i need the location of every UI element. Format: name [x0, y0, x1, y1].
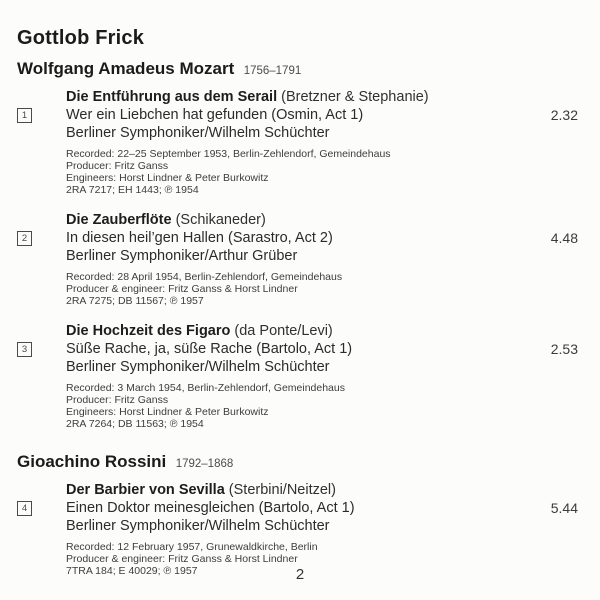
work-librettist: (Schikaneder): [175, 212, 266, 228]
recording-detail: 2RA 7217; EH 1443; ℗ 1954: [66, 184, 199, 196]
composer-name: Gioachino Rossini: [17, 452, 167, 471]
work-librettist: (da Ponte/Levi): [234, 323, 333, 339]
track-duration: 2.53: [550, 341, 578, 357]
composer-name: Wolfgang Amadeus Mozart: [17, 59, 235, 78]
work-block-serail: [21, 88, 578, 196]
composer-dates: 1792–1868: [175, 458, 234, 470]
track-title: Einen Doktor meinesgleichen (Bartolo, Act 1): [66, 500, 355, 516]
recording-detail: Recorded: 22–25 September 1953, Berlin-Zehlendorf, Gemeindehaus: [66, 148, 391, 160]
recording-detail: 7TRA 184; E 40029; ℗ 1957: [66, 565, 198, 577]
track-number-box: [17, 501, 32, 516]
work-title: Die Zauberflöte: [66, 212, 172, 228]
track-row: [21, 229, 578, 247]
recording-detail: Recorded: 12 February 1957, Grunewaldkirche, Berlin: [66, 541, 318, 553]
performers-line: Berliner Symphoniker/Wilhelm Schüchter: [66, 125, 330, 141]
track-number-box: [17, 231, 32, 246]
composer-dates: 1756–1791: [243, 65, 302, 77]
track-row: [21, 106, 578, 124]
recording-details: [66, 148, 578, 196]
track-duration: 4.48: [550, 230, 578, 246]
composer-heading-rossini: [17, 452, 578, 474]
track-duration: 5.44: [550, 500, 578, 516]
recording-detail: Engineers: Horst Lindner & Peter Burkowitz: [66, 172, 269, 184]
recording-detail: Recorded: 3 March 1954, Berlin-Zehlendorf, Gemeindehaus: [66, 382, 345, 394]
recording-detail: Producer: Fritz Ganss: [66, 160, 169, 172]
track-title: Süße Rache, ja, süße Rache (Bartolo, Act 1): [66, 341, 353, 357]
track-title: In diesen heil’gen Hallen (Sarastro, Act 2): [66, 230, 333, 246]
performers-line: Berliner Symphoniker/Arthur Grüber: [66, 248, 298, 264]
recording-detail: 2RA 7275; DB 11567; ℗ 1957: [66, 295, 204, 307]
track-number: 1: [21, 109, 28, 121]
work-block-barbier: [21, 481, 578, 577]
work-title-line: [66, 88, 578, 106]
track-number: 4: [21, 502, 28, 514]
track-title: Wer ein Liebchen hat gefunden (Osmin, Act 1): [66, 107, 364, 123]
composer-heading-mozart: [17, 59, 578, 81]
work-block-figaro: [21, 322, 578, 430]
recording-details: [66, 382, 578, 430]
track-number: 3: [21, 343, 28, 355]
performers-line: Berliner Symphoniker/Wilhelm Schüchter: [66, 359, 330, 375]
work-title-line: [66, 211, 578, 229]
work-title: Die Entführung aus dem Serail: [66, 89, 278, 105]
recording-details: [66, 271, 578, 307]
work-title-line: [66, 322, 578, 340]
recording-detail: Recorded: 28 April 1954, Berlin-Zehlendorf, Gemeindehaus: [66, 271, 343, 283]
recording-detail: Producer & engineer: Fritz Ganss & Horst Lindner: [66, 553, 298, 565]
work-block-zauberfloete: [21, 211, 578, 307]
track-row: [21, 340, 578, 358]
recording-detail: Engineers: Horst Lindner & Peter Burkowitz: [66, 406, 269, 418]
work-title: Der Barbier von Sevilla: [66, 482, 225, 498]
track-number: 2: [21, 232, 28, 244]
track-number-box: [17, 108, 32, 123]
track-number-box: [17, 342, 32, 357]
artist-name: Gottlob Frick: [17, 27, 145, 49]
work-librettist: (Bretzner & Stephanie): [281, 89, 429, 105]
recording-detail: 2RA 7264; DB 11563; ℗ 1954: [66, 418, 204, 430]
work-title: Die Hochzeit des Figaro: [66, 323, 231, 339]
track-duration: 2.32: [550, 107, 578, 123]
track-row: [21, 499, 578, 517]
work-title-line: [66, 481, 578, 499]
recording-detail: Producer: Fritz Ganss: [66, 394, 169, 406]
recording-detail: Producer & engineer: Fritz Ganss & Horst Lindner: [66, 283, 298, 295]
performers-line: Berliner Symphoniker/Wilhelm Schüchter: [66, 518, 330, 534]
page-number: 2: [295, 566, 305, 583]
work-librettist: (Sterbini/Neitzel): [228, 482, 336, 498]
